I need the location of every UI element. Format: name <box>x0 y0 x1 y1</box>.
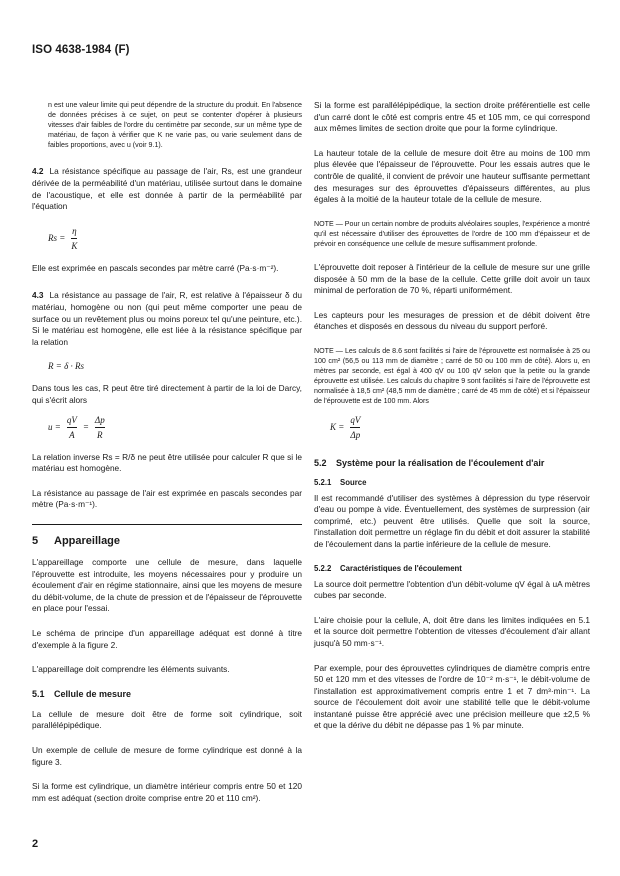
note-n: n est une valeur limite qui peut dépendre de la structure du produit. En l'absence de données précises à ce sujet, on peut se contenter d'opérer à plusieurs vitesses d'air faibles de l'ordre du centimètre par seconde, sur un même type de matériau, de façon à vérifier que K ne varie pas, ou varie seulement dans de faibles proportions, avec u (voir 9.1). <box>48 101 302 150</box>
numerator: Δp <box>94 414 105 425</box>
left-column <box>32 100 302 817</box>
formula-k <box>330 415 590 440</box>
section-5-1-heading <box>32 689 302 699</box>
section-5-p3: L'appareillage doit comprendre les éléments suivants. <box>32 664 230 675</box>
unit-rs: Elle est exprimée en pascals secondes par mètre carré (Pa·s·m⁻²). <box>32 262 279 273</box>
document-header: ISO 4638-1984 (F) <box>32 44 130 56</box>
numerator: qV <box>350 414 361 425</box>
numerator: η <box>72 225 77 236</box>
section-number: 5.2.1 <box>314 477 332 487</box>
note-2: NOTE — Les calculs de 8.6 sont facilités si l'aire de l'éprouvette est normalisée à 25 ou 100 cm² (56,5 ou 113 mm de diamètre ; carré de 50 ou 100 mm de côté). Alors u, en mètres par seconde, est égal à 400 qV ou 100 qV selon que la petite ou la grande éprouvette est utilisée. Les calculs du chapitre 9 sont facilités si l'aire de l'éprouvette est normalisée à 18,5 cm² (48,5 mm de diamètre ; carré de 45 mm de côté) et si l'épaisseur de l'éprouvette est de 100 mm. Alors <box>314 347 590 406</box>
section-4-3-text: La résistance au passage de l'air, R, est relative à l'épaisseur δ du matériau, homogène ou non (qui peut même comporter une peau de surface ou un revêtement plus ou moins poreux tel qu'une peinture, etc.). Si le matériau est homogène, elle est liée à la résistance spécifique par la relation <box>32 290 302 347</box>
section-5-2-1-p: Il est recommandé d'utiliser des systèmes à dépression du type réservoir d'eau ou pompe à vide. Éventuellement, des systèmes de surpression (air comprimé, etc.) peuvent être utilisés. Quelle que soit la source, l'installation doit permettre un réglage fin du débit et doit assurer la stabilité de l'écoulement dans la partie inférieure de la cellule de mesure. <box>314 492 590 549</box>
section-number: 5.2 <box>314 457 327 468</box>
section-5-p2: Le schéma de principe d'un appareillage adéquat est donné à titre d'exemple à la figure 2. <box>32 627 302 650</box>
section-number: 4.2 <box>32 166 44 177</box>
right-column <box>314 100 590 745</box>
right-p3: L'éprouvette doit reposer à l'intérieur de la cellule de mesure sur une grille disposée à 50 mm de la base de la cellule. Cette grille doit avoir un taux minimal de perforation de 70 %, réparti uniformément. <box>314 262 590 296</box>
page-number: 2 <box>32 838 39 850</box>
right-p4: Les capteurs pour les mesurages de pression et de débit doivent être étanches et disposés en dessous du niveau du support perforé. <box>314 309 590 332</box>
denominator: Δp <box>350 429 361 440</box>
section-5-p1: L'appareillage comporte une cellule de mesure, dans laquelle l'éprouvette est introduite, les moyens nécessaires pour y produire un écoulement d'air en régime stationnaire, ainsi que les moyens de mesure du débit-volume, de la chute de pression et de l'épaisseur de l'éprouvette en place pour l'essai. <box>32 556 302 614</box>
section-number: 5 <box>32 534 39 547</box>
section-number: 4.3 <box>32 290 44 301</box>
formula-lhs: u = <box>48 422 61 433</box>
denominator: K <box>71 240 78 251</box>
formula-r: R = δ · Rs <box>48 361 85 372</box>
darcy-text: Dans tous les cas, R peut être tiré directement à partir de la loi de Darcy, qui s'écrit alors <box>32 383 302 405</box>
section-divider <box>32 524 302 525</box>
equals-sign: = <box>82 422 89 433</box>
section-5-1-p1: La cellule de mesure doit être de forme soit cylindrique, soit parallélépipédique. <box>32 708 302 731</box>
section-title: Caractéristiques de l'écoulement <box>340 563 462 573</box>
section-5-2-2-p1: La source doit permettre l'obtention d'un débit-volume qV égal à uA mètres cubes par seconde. <box>314 578 590 601</box>
section-4-2 <box>32 166 302 212</box>
fraction <box>95 415 105 440</box>
fraction <box>67 415 77 440</box>
section-5-2-1-heading <box>314 478 590 487</box>
fraction <box>71 226 77 251</box>
formula-lhs: Rs = <box>48 233 66 244</box>
denominator: A <box>69 429 75 440</box>
fraction <box>350 415 360 440</box>
unit-r: La résistance au passage de l'air est exprimée en pascals secondes par mètre (Pa·s·m⁻¹). <box>32 487 302 510</box>
section-5-2-2-p2: L'aire choisie pour la cellule, A, doit être dans les limites indiquées en 5.1 et la source doit permettre l'obtention de vitesses d'écoulement d'air allant jusqu'à 50 mm·s⁻¹. <box>314 614 590 648</box>
section-number: 5.1 <box>32 688 45 699</box>
section-5-heading <box>32 535 302 547</box>
formula-lhs: K = <box>330 422 345 433</box>
section-title: Cellule de mesure <box>54 688 132 699</box>
section-title: Système pour la réalisation de l'écoulement d'air <box>336 457 545 468</box>
section-title: Appareillage <box>54 534 121 547</box>
section-4-2-text: La résistance spécifique au passage de l'air, Rs, est une grandeur dérivée de la perméabilité d'un matériau, utilisée surtout dans le domaine de l'acoustique, et elle est donnée à partir de la perméabilité par l'équation <box>32 166 302 212</box>
section-number: 5.2.2 <box>314 563 332 573</box>
numerator: qV <box>66 414 77 425</box>
section-5-2-2-p3: Par exemple, pour des éprouvettes cylindriques de diamètre compris entre 50 et 120 mm et des vitesses de l'ordre de 10⁻² m·s⁻¹, le débit-volume de l'installation est approximativement compris entre 1 et 7 dm³·min⁻¹. La source de l'écoulement doit avoir une stabilité telle que le débit-volume instantané puisse être apprécié avec une précision meilleure que ±2,5 % et que la dérive du débit ne dépasse pas 1 % par minute. <box>314 662 590 731</box>
note-1: NOTE — Pour un certain nombre de produits alvéolaires souples, l'expérience a montré qu'il est nécessaire d'utiliser des éprouvettes de l'ordre de 100 mm d'épaisseur et de prévoir en conséquence une cellule de mesure suffisamment profonde. <box>314 219 590 248</box>
formula-darcy <box>48 415 302 440</box>
formula-rs <box>48 226 302 251</box>
section-title: Source <box>340 477 367 487</box>
right-p1: Si la forme est parallélépipédique, la section droite préférentielle est celle d'un carré dont le côté est compris entre 45 et 105 mm, ce qui correspond aux mêmes limites de section droite que pour la forme cylindrique. <box>314 100 590 134</box>
denominator: R <box>97 429 103 440</box>
section-5-2-2-heading <box>314 564 590 573</box>
section-5-2-heading <box>314 458 590 468</box>
section-4-3 <box>32 290 302 348</box>
section-5-1-p3: Si la forme est cylindrique, un diamètre intérieur compris entre 50 et 120 mm est adéquat (section droite comprise entre 20 et 110 cm²). <box>32 781 302 803</box>
right-p2: La hauteur totale de la cellule de mesure doit être au moins de 100 mm plus élevée que l'épaisseur de l'éprouvette. Pour les essais autres que le contrôle de qualité, il convient de prévoir une hauteur suffisante permettant des mesurages sur des éprouvettes d'épaisseurs différentes, au plus égales à la moitié de la hauteur totale de la cellule de mesure. <box>314 147 590 205</box>
inverse-relation: La relation inverse Rs = R/δ ne peut être utilisée pour calculer R que si le matériau est homogène. <box>32 451 302 474</box>
section-5-1-p2: Un exemple de cellule de mesure de forme cylindrique est donné à la figure 3. <box>32 744 302 767</box>
